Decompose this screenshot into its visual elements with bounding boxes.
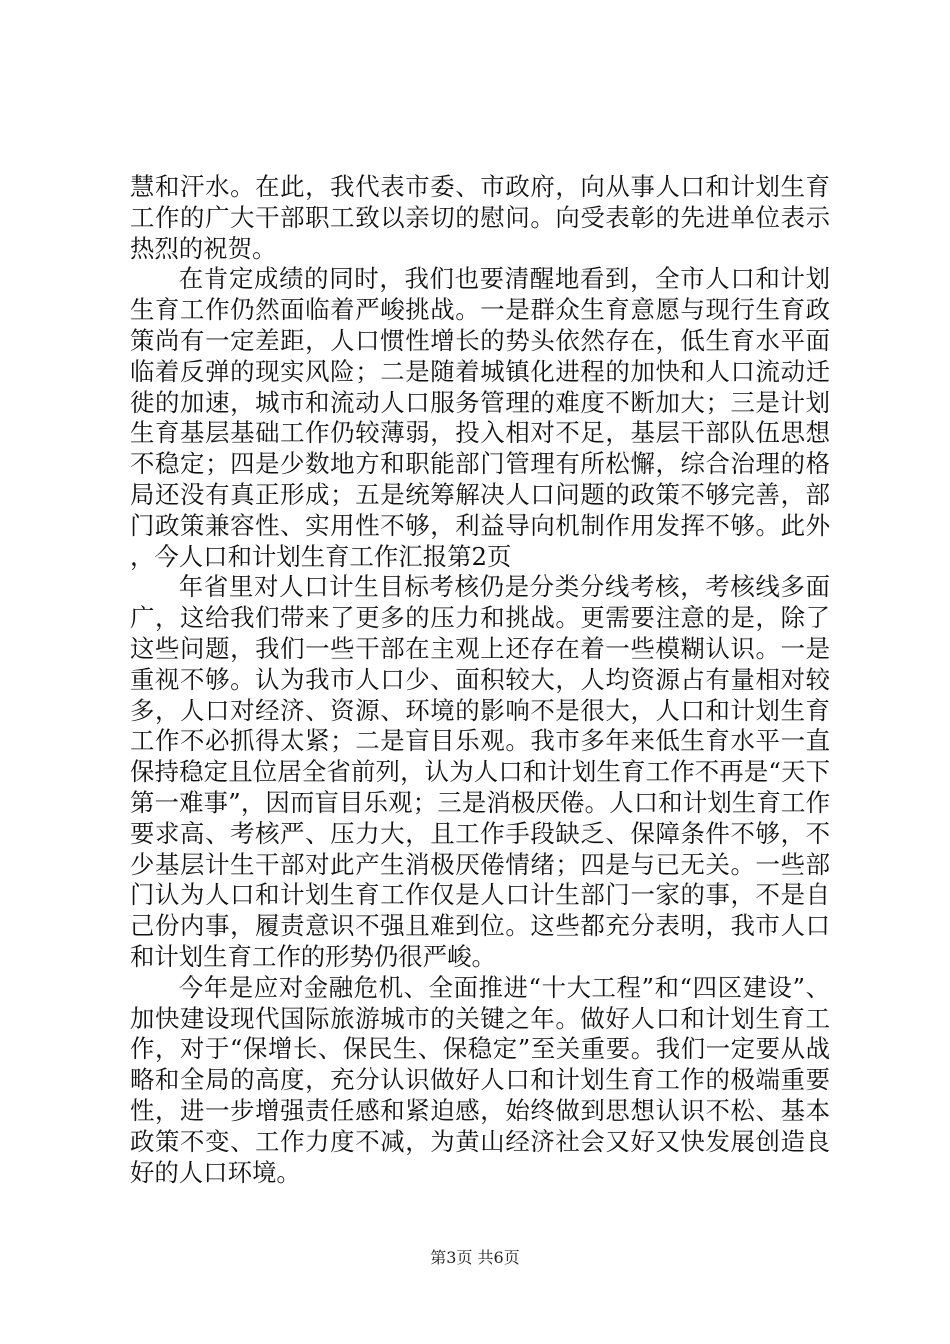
paragraph-1: 慧和汗水。在此，我代表市委、市政府，向从事人口和计划生育工作的广大干部职工致以亲切的慰问。向受表彰的先进单位表示热烈的祝贺。 <box>130 172 830 263</box>
document-body <box>130 172 830 1188</box>
paragraph-3: 年省里对人口计生目标考核仍是分类分线考核，考核线多面广，这给我们带来了更多的压力和挑战。更需要注意的是，除了这些问题，我们一些干部在主观上还存在着一些模糊认识。一是重视不够。认为我市人口少、面积较大，人均资源占有量相对较多，人口对经济、资源、环境的影响不是很大，人口和计划生育工作不必抓得太紧；二是盲目乐观。我市多年来低生育水平一直保持稳定且位居全省前列，认为人口和计划生育工作不再是“天下第一难事”，因而盲目乐观；三是消极厌倦。人口和计划生育工作要求高、考核严、压力大，且工作手段缺乏、保障条件不够，不少基层计生干部对此产生消极厌倦情绪；四是与已无关。一些部门认为人口和计划生育工作仅是人口计生部门一家的事，不是自己份内事，履责意识不强且难到位。这些都充分表明，我市人口和计划生育工作的形势仍很严峻。 <box>130 572 830 971</box>
paragraph-4: 今年是应对金融危机、全面推进“十大工程”和“四区建设”、加快建设现代国际旅游城市的关键之年。做好人口和计划生育工作，对于“保增长、保民生、保稳定”至关重要。我们一定要从战略和全局的高度，充分认识做好人口和计划生育工作的极端重要性，进一步增强责任感和紧迫感，始终做到思想认识不松、基本政策不变、工作力度不减，为黄山经济社会又好又快发展创造良好的人口环境。 <box>130 972 830 1187</box>
page-footer: 第3页 共6页 <box>430 1248 520 1267</box>
paragraph-2: 在肯定成绩的同时，我们也要清醒地看到，全市人口和计划生育工作仍然面临着严峻挑战。一是群众生育意愿与现行生育政策尚有一定差距，人口惯性增长的势头依然存在，低生育水平面临着反弹的现实风险；二是随着城镇化进程的加快和人口流动迁徙的加速，城市和流动人口服务管理的难度不断加大；三是计划生育基层基础工作仍较薄弱，投入相对不足，基层干部队伍思想不稳定；四是少数地方和职能部门管理有所松懈，综合治理的格局还没有真正形成；五是统筹解决人口问题的政策不够完善，部门政策兼容性、实用性不够，利益导向机制作用发挥不够。此外，今人口和计划生育工作汇报第2页 <box>130 264 830 571</box>
